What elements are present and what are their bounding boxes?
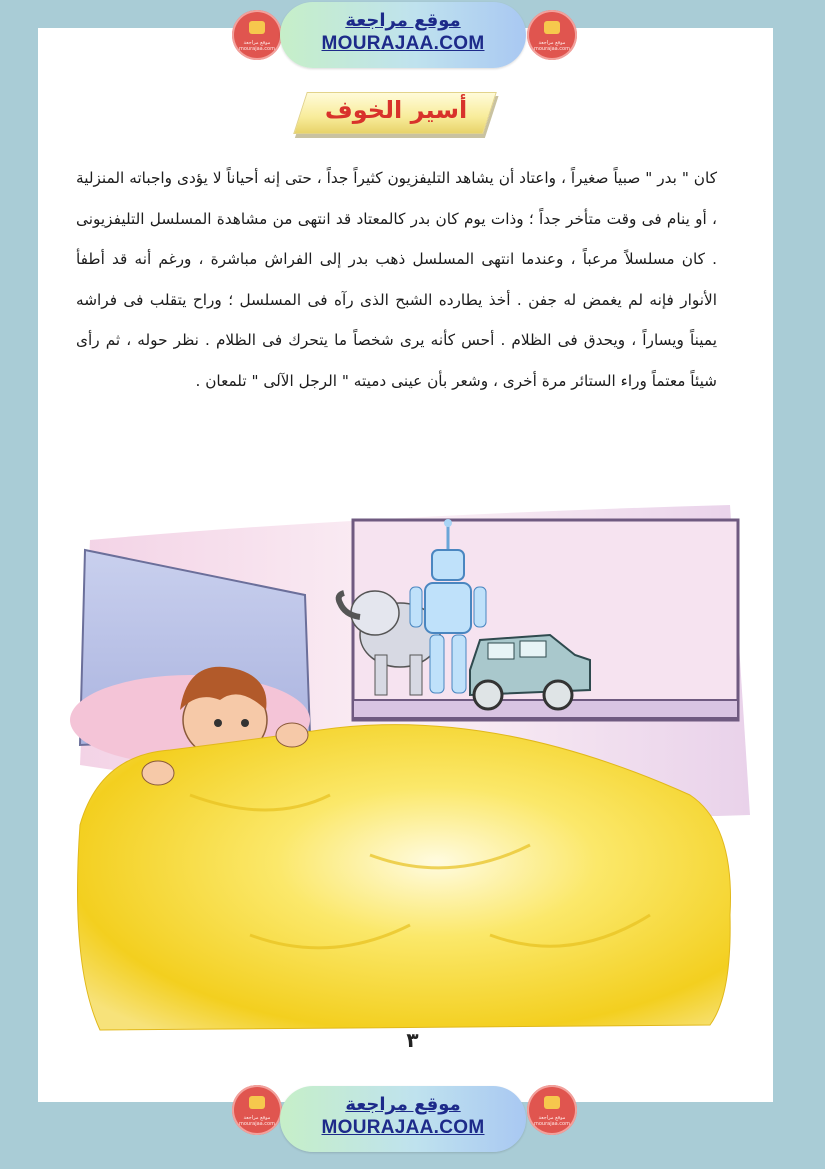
story-title-plaque [290,88,502,138]
logo-mark-icon [544,1096,560,1109]
bedroom-illustration [70,495,755,1040]
site-name-arabic[interactable]: موقع مراجعة [345,10,461,31]
story-paragraph: كان " بدر " صبياً صغيراً ، واعتاد أن يشاهد التليفزيون كثيراً جداً ، حتى إنه أحياناً لا يؤدى واجباته المنزلية ، أو ينام فى وقت متأخر جداً ؛ وذات يوم كان بدر كالمعتاد قد انتهى من مشاهدة المسلسل التليفزيونى . كان مسلسلاً مرعباً ، وعندما انتهى المسلسل ذهب بدر إلى الفراش مباشرة ، ورغم أنه قد أطفأ الأنوار فإنه لم يغمض له جفن . أخذ يطارده الشبح الذى رآه فى المسلسل ؛ وراح يتقلب فى فراشه يميناً ويساراً ، ويحدق فى الظلام . أحس كأنه يرى شخصاً ما يتحرك فى الظلام . نظر حوله ، ثم رأى شيئاً معتماً وراء الستائر مرة أخرى ، وشعر بأن عينى دميته " الرجل الآلى " تلمعان . [76,169,717,390]
boy-left-hand [142,761,174,785]
site-banner-top[interactable] [280,2,526,68]
site-name-latin[interactable]: MOURAJAA.COM [321,1117,485,1138]
logo-mark-icon [249,1096,265,1109]
site-logo-right-top[interactable]: موقع مراجعة mourajaa.com [527,10,577,60]
site-logo-left-top[interactable]: موقع مراجعة mourajaa.com [232,10,282,60]
site-name-latin[interactable]: MOURAJAA.COM [321,33,485,54]
boy-right-hand [276,723,308,747]
logo-mark-icon [544,21,560,34]
logo-mark-icon [249,21,265,34]
site-banner-bottom[interactable] [280,1086,526,1152]
site-name-arabic[interactable]: موقع مراجعة [345,1094,461,1115]
site-logo-right-bottom[interactable]: موقع مراجعة mourajaa.com [527,1085,577,1135]
page-number: ٣ [406,1028,419,1052]
site-logo-left-bottom[interactable]: موقع مراجعة mourajaa.com [232,1085,282,1135]
story-title: أسير الخوف [324,96,468,124]
